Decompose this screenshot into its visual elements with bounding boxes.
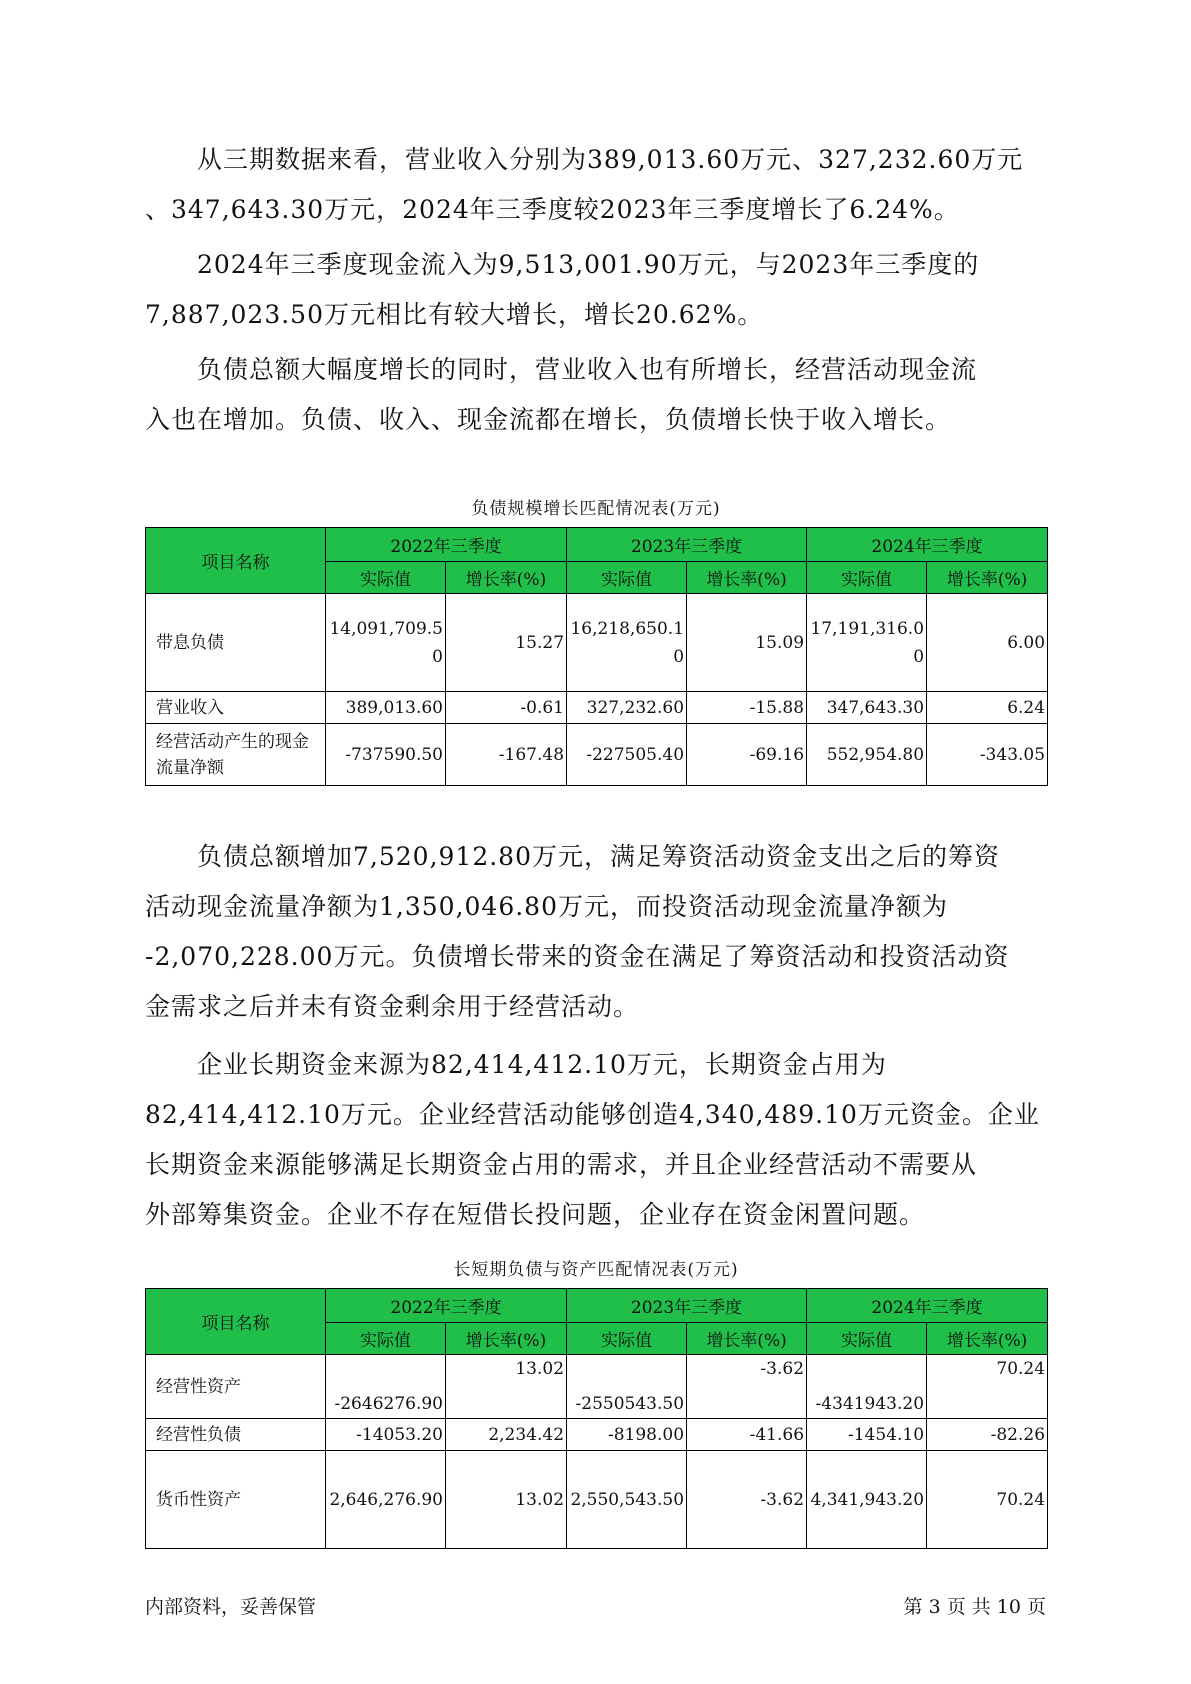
header-period: 2022年三季度 xyxy=(326,528,567,562)
cell-value: -4341943.20 xyxy=(807,1355,927,1419)
cell-value: 2,550,543.50 xyxy=(567,1451,687,1549)
cell-value: 552,954.80 xyxy=(807,724,927,786)
row-name: 带息负债 xyxy=(146,594,326,692)
cell-value: 347,643.30 xyxy=(807,692,927,724)
cell-value: 327,232.60 xyxy=(567,692,687,724)
cell-value: -2646276.90 xyxy=(326,1355,446,1419)
paragraph-line: 负债总额大幅度增长的同时，营业收入也有所增长，经营活动现金流 xyxy=(197,355,978,384)
paragraph-financing xyxy=(145,832,1047,1032)
table-long-short-match xyxy=(145,1288,1048,1549)
cell-value: 4,341,943.20 xyxy=(807,1451,927,1549)
cell-value: -3.62 xyxy=(687,1355,807,1419)
cell-value: 6.00 xyxy=(927,594,1048,692)
paragraph-line: 82,414,412.10万元。企业经营活动能够创造4,340,489.10万元资金。企业 xyxy=(145,1100,1040,1129)
header-period: 2024年三季度 xyxy=(807,528,1048,562)
cell-value: -343.05 xyxy=(927,724,1048,786)
paragraph-long-term xyxy=(145,1040,1047,1240)
footer-confidential-note: 内部资料，妥善保管 xyxy=(145,1596,317,1618)
table-row xyxy=(146,594,1048,692)
row-name: 经营性负债 xyxy=(146,1419,326,1451)
paragraph-debt-growth xyxy=(145,345,1047,445)
header-actual: 实际值 xyxy=(807,1323,927,1355)
table1-caption: 负债规模增长匹配情况表(万元) xyxy=(471,499,721,519)
cell-value: 6.24 xyxy=(927,692,1048,724)
paragraph-revenue xyxy=(145,135,1047,235)
row-name: 经营性资产 xyxy=(146,1355,326,1419)
row-name: 营业收入 xyxy=(146,692,326,724)
row-name: 经营活动产生的现金流量净额 xyxy=(146,724,326,786)
cell-value: -69.16 xyxy=(687,724,807,786)
header-rate: 增长率(%) xyxy=(687,562,807,594)
paragraph-line: 负债总额增加7,520,912.80万元，满足筹资活动资金支出之后的筹资 xyxy=(197,842,1000,871)
paragraph-line: 企业长期资金来源为82,414,412.10万元，长期资金占用为 xyxy=(197,1050,887,1079)
header-actual: 实际值 xyxy=(326,562,446,594)
paragraph-line: 长期资金来源能够满足长期资金占用的需求，并且企业经营活动不需要从 xyxy=(145,1150,978,1179)
header-period: 2023年三季度 xyxy=(567,528,807,562)
paragraph-line: 外部筹集资金。企业不存在短借长投问题，企业存在资金闲置问题。 xyxy=(145,1200,926,1229)
table-row xyxy=(146,692,1048,724)
cell-value: 70.24 xyxy=(927,1355,1048,1419)
header-period: 2022年三季度 xyxy=(326,1289,567,1323)
row-name: 货币性资产 xyxy=(146,1451,326,1549)
header-actual: 实际值 xyxy=(567,1323,687,1355)
cell-value: -41.66 xyxy=(687,1419,807,1451)
paragraph-line: 从三期数据来看，营业收入分别为389,013.60万元、327,232.60万元 xyxy=(197,145,1024,174)
cell-value: 17,191,316.00 xyxy=(807,594,927,692)
header-period: 2023年三季度 xyxy=(567,1289,807,1323)
table2-caption: 长短期负债与资产匹配情况表(万元) xyxy=(453,1260,739,1280)
cell-value: 389,013.60 xyxy=(326,692,446,724)
cell-value: 14,091,709.50 xyxy=(326,594,446,692)
cell-value: -15.88 xyxy=(687,692,807,724)
cell-value: 16,218,650.10 xyxy=(567,594,687,692)
cell-value: -14053.20 xyxy=(326,1419,446,1451)
cell-value: 13.02 xyxy=(446,1355,567,1419)
cell-value: -2550543.50 xyxy=(567,1355,687,1419)
header-rate: 增长率(%) xyxy=(927,562,1048,594)
cell-value: -0.61 xyxy=(446,692,567,724)
cell-value: -8198.00 xyxy=(567,1419,687,1451)
cell-value: 2,234.42 xyxy=(446,1419,567,1451)
cell-value: -82.26 xyxy=(927,1419,1048,1451)
header-rate: 增长率(%) xyxy=(927,1323,1048,1355)
footer-page-number: 第 3 页 共 10 页 xyxy=(903,1596,1046,1618)
paragraph-line: 7,887,023.50万元相比有较大增长，增长20.62%。 xyxy=(145,300,764,329)
cell-value: -737590.50 xyxy=(326,724,446,786)
cell-value: -1454.10 xyxy=(807,1419,927,1451)
cell-value: -3.62 xyxy=(687,1451,807,1549)
paragraph-line: 活动现金流量净额为1,350,046.80万元，而投资活动现金流量净额为 xyxy=(145,892,948,921)
header-period: 2024年三季度 xyxy=(807,1289,1048,1323)
cell-value: 13.02 xyxy=(446,1451,567,1549)
cell-value: 70.24 xyxy=(927,1451,1048,1549)
cell-value: -167.48 xyxy=(446,724,567,786)
table-row xyxy=(146,1355,1048,1419)
header-rate: 增长率(%) xyxy=(687,1323,807,1355)
header-rate: 增长率(%) xyxy=(446,1323,567,1355)
table-row xyxy=(146,724,1048,786)
header-actual: 实际值 xyxy=(567,562,687,594)
table-debt-scale xyxy=(145,527,1048,786)
cell-value: -227505.40 xyxy=(567,724,687,786)
header-rate: 增长率(%) xyxy=(446,562,567,594)
table-row xyxy=(146,1451,1048,1549)
cell-value: 15.27 xyxy=(446,594,567,692)
cell-value: 15.09 xyxy=(687,594,807,692)
table-row xyxy=(146,1419,1048,1451)
paragraph-line: 、347,643.30万元，2024年三季度较2023年三季度增长了6.24%。 xyxy=(145,195,960,224)
header-actual: 实际值 xyxy=(326,1323,446,1355)
paragraph-line: 2024年三季度现金流入为9,513,001.90万元，与2023年三季度的 xyxy=(197,250,980,279)
paragraph-line: -2,070,228.00万元。负债增长带来的资金在满足了筹资活动和投资活动资 xyxy=(145,942,1010,971)
paragraph-cashflow xyxy=(145,240,1047,340)
cell-value: 2,646,276.90 xyxy=(326,1451,446,1549)
paragraph-line: 金需求之后并未有资金剩余用于经营活动。 xyxy=(145,992,640,1021)
header-actual: 实际值 xyxy=(807,562,927,594)
header-item-name: 项目名称 xyxy=(146,1289,326,1355)
paragraph-line: 入也在增加。负债、收入、现金流都在增长，负债增长快于收入增长。 xyxy=(145,405,952,434)
header-item-name: 项目名称 xyxy=(146,528,326,594)
